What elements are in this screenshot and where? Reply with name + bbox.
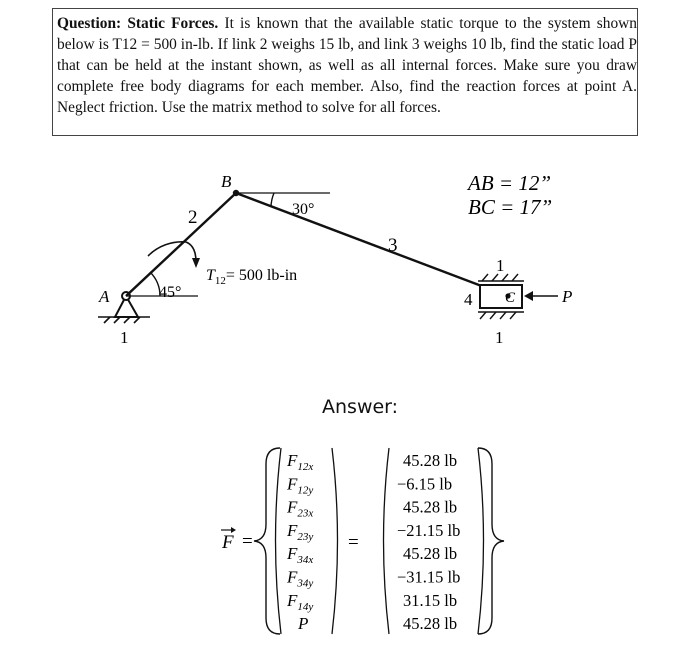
value-entry: 45.28 lb (403, 544, 458, 564)
unknown-subscript: 34y (297, 577, 314, 590)
unknown-subscript: 12y (297, 484, 314, 497)
label-torque (206, 267, 297, 287)
question-body: It is known that the available static torque to the system shown below is T12 = 500 in-lb. If link 2 weighs 15 lb, and link 3 weighs 10 lb, find the static load P that can be held at the instant shown, as well as all internal forces. Make sure you draw complete free body diagrams for each member. Also, find the reaction forces at point A. Neglect friction. Use the matrix method to solve for all forces. (57, 15, 637, 116)
unknown-entry (286, 544, 313, 566)
mechanism-diagram (0, 150, 700, 360)
unknown-subscript: 23y (297, 530, 314, 543)
vector-symbol: F (222, 532, 234, 553)
label-link-3: 3 (388, 235, 398, 256)
unknown-base: F (287, 474, 298, 494)
value-entry: 45.28 lb (403, 614, 458, 634)
label-link-2: 2 (188, 207, 198, 228)
label-ab-length: AB = 12” (468, 171, 552, 195)
value-entry: 45.28 lb (403, 451, 458, 470)
unknown-base: P (298, 614, 309, 634)
slider-guide-top (478, 274, 524, 281)
unknown-entry (286, 521, 313, 543)
unknown-entry (286, 451, 313, 473)
value-entry: −6.15 lb (397, 474, 453, 494)
label-torque-rest: = 500 lb-in (225, 267, 298, 284)
value-entry: 45.28 lb (403, 497, 458, 517)
label-point-b: B (221, 172, 232, 191)
unknown-subscript: 23x (297, 507, 314, 520)
label-bc-length: BC = 17” (468, 195, 553, 219)
slider-block (480, 285, 522, 308)
torque-arrowhead (192, 258, 200, 268)
question-box (52, 8, 638, 136)
right-brace (478, 448, 504, 634)
unknown-base: F (287, 590, 298, 610)
label-point-a: A (99, 287, 110, 306)
label-torque-sub: 12 (214, 275, 226, 287)
unknown-subscript: 14y (297, 600, 314, 613)
unknowns-column (286, 451, 313, 633)
unknown-base: F (287, 451, 298, 470)
label-ground-1-bottom: 1 (495, 328, 504, 347)
label-ground-1-left: 1 (120, 328, 129, 347)
unknown-subscript: 34x (297, 554, 314, 567)
right-paren-values (478, 448, 484, 634)
left-paren-unknowns (276, 448, 282, 634)
answer-matrix (0, 440, 700, 640)
load-arrowhead (524, 291, 533, 301)
label-load-p: P (562, 287, 573, 306)
question-text (57, 13, 637, 118)
equals-sign-2: = (348, 532, 359, 553)
label-slider-4: 4 (464, 290, 473, 309)
angle-arc-b (271, 193, 274, 207)
unknown-entry (286, 474, 313, 496)
label-point-c: C (505, 290, 516, 306)
unknown-subscript: 12x (297, 461, 314, 473)
unknown-entry (286, 591, 313, 613)
unknown-base: F (287, 520, 298, 540)
label-angle-a: 45° (159, 284, 182, 301)
value-entry: −31.15 lb (397, 567, 461, 587)
question-lead: Question: Static Forces. (57, 15, 219, 32)
unknown-entry (297, 614, 308, 633)
values-column (397, 451, 460, 633)
label-angle-b: 30° (292, 201, 315, 218)
unknown-base: F (287, 544, 298, 564)
equals-sign-1: = (242, 531, 253, 552)
right-paren-unknowns (332, 448, 338, 634)
slider-guide-bottom (478, 312, 524, 319)
answer-label: Answer: (322, 396, 399, 418)
left-paren-values (384, 448, 390, 634)
label-ground-1-top: 1 (496, 256, 505, 275)
label-torque-t: T (206, 267, 215, 284)
unknown-entry (286, 568, 313, 590)
unknown-entry (286, 498, 313, 520)
value-entry: 31.15 lb (403, 590, 458, 610)
unknown-base: F (287, 567, 298, 587)
value-entry: −21.15 lb (397, 520, 461, 540)
unknown-base: F (287, 497, 298, 517)
